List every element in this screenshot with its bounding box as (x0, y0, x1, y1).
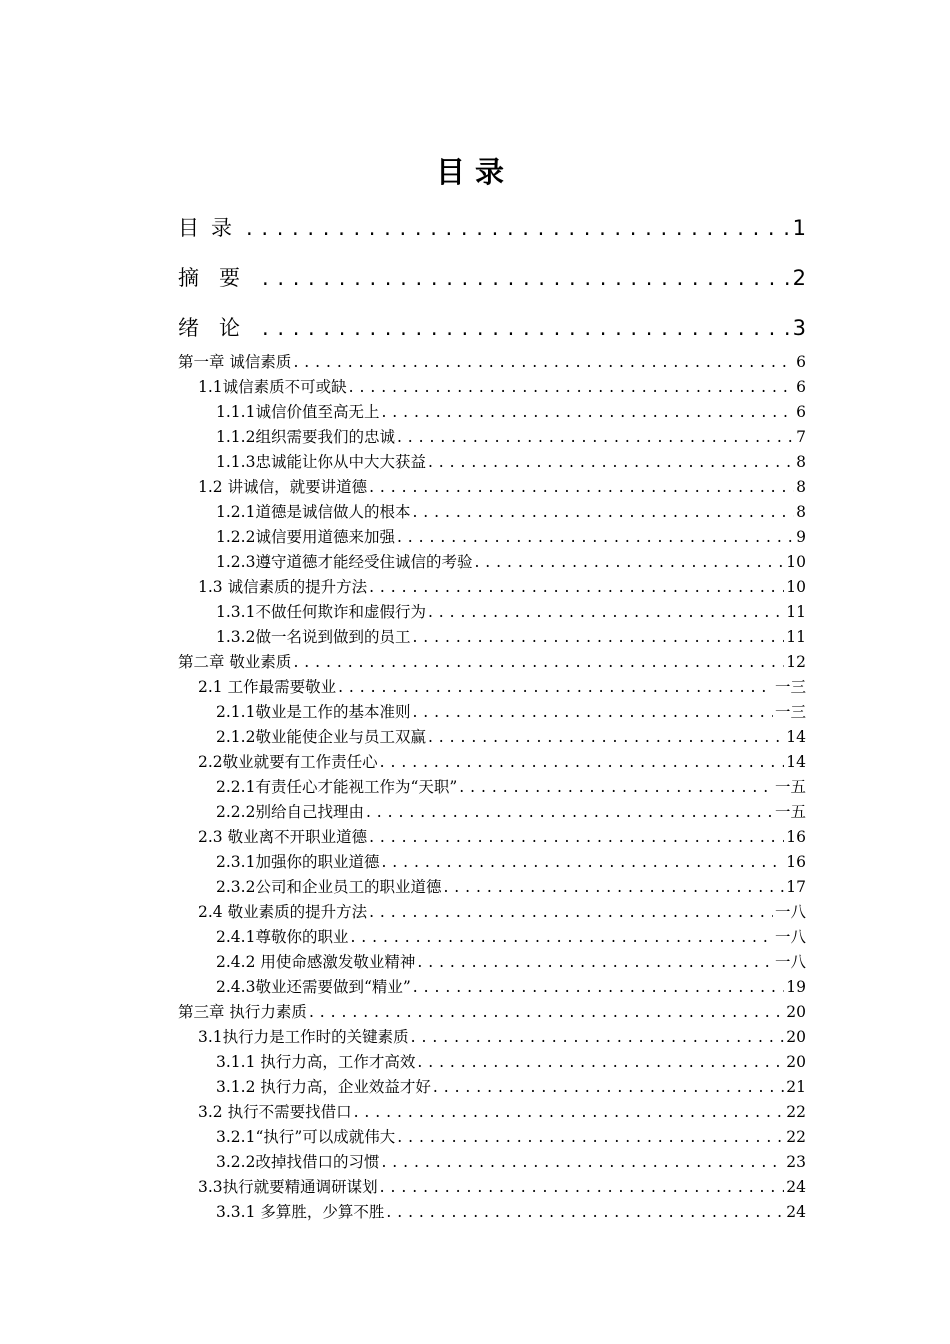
toc-entry-page: 20 (786, 1053, 806, 1071)
toc-entry[interactable] (198, 675, 806, 699)
toc-entry-page: 一三 (774, 703, 806, 721)
toc-entry-label: 2.1 工作最需要敬业 (198, 678, 337, 696)
toc-leader (293, 653, 784, 671)
toc-entry[interactable] (198, 575, 806, 599)
toc-entry-label: 3.2 执行不需要找借口 (198, 1103, 352, 1121)
toc-leader (380, 753, 785, 771)
toc-entry[interactable] (216, 500, 806, 524)
toc-leader (246, 216, 791, 240)
toc-entry[interactable] (198, 1100, 806, 1124)
toc-leader (474, 553, 784, 571)
toc-entry[interactable] (216, 950, 806, 974)
toc-entry-label: 3.2.1“执行”可以成就伟大 (216, 1128, 396, 1146)
toc-entry-label: 1.2.1道德是诚信做人的根本 (216, 503, 411, 521)
toc-entry[interactable] (216, 425, 806, 449)
toc-entry[interactable] (216, 875, 806, 899)
toc-entry-page: 一五 (774, 803, 806, 821)
toc-entry-label: 1.1.1诚信价值至高无上 (216, 403, 380, 421)
toc-entry-page: 一三 (774, 678, 806, 696)
toc-entry-label: 2.3.2公司和企业员工的职业道德 (216, 878, 442, 896)
toc-entry-label: 1.2.2诚信要用道德来加强 (216, 528, 395, 546)
toc-entry-label: 第三章 执行力素质 (178, 1003, 307, 1021)
toc-entry-page: 一八 (774, 903, 806, 921)
toc-entry-page: 20 (786, 1003, 806, 1021)
toc-entry-label: 2.2敬业就要有工作责任心 (198, 753, 378, 771)
toc-entry-page: 24 (786, 1178, 806, 1196)
toc-entry-label: 2.1.1敬业是工作的基本准则 (216, 703, 411, 721)
toc-entry[interactable] (216, 1075, 806, 1099)
toc-entry-page: 17 (786, 878, 806, 896)
toc-leader (397, 528, 794, 546)
toc-entry-label: 2.2.2别给自己找理由 (216, 803, 364, 821)
toc-entry-page: 23 (786, 1153, 806, 1171)
toc-entry-label: 2.3.1加强你的职业道德 (216, 853, 380, 871)
toc-entry-page: 16 (786, 853, 806, 871)
toc-entry[interactable] (198, 1025, 806, 1049)
toc-entry-label: 3.3.1 多算胜，少算不胜 (216, 1203, 385, 1221)
toc-entry-page: 8 (796, 503, 806, 521)
toc-leader (349, 378, 794, 396)
toc-entry-label: 3.2.2改掉找借口的习惯 (216, 1153, 380, 1171)
toc-entry[interactable] (198, 475, 806, 499)
toc-leader (309, 1003, 784, 1021)
toc-entry-page: 6 (796, 378, 806, 396)
toc-entry-label: 2.4.2 用使命感激发敬业精神 (216, 953, 416, 971)
toc-entry-page: 10 (786, 553, 806, 571)
toc-leader (412, 703, 773, 721)
toc-entry[interactable] (216, 800, 806, 824)
toc-entry-label: 2.4 敬业素质的提升方法 (198, 903, 368, 921)
toc-leader (397, 428, 794, 446)
toc-entry-page: 2 (792, 266, 806, 290)
toc-leader (381, 403, 794, 421)
toc-entry[interactable] (216, 1125, 806, 1149)
toc-entry[interactable] (216, 775, 806, 799)
toc-entry-page: 8 (796, 478, 806, 496)
toc-entry[interactable] (216, 1050, 806, 1074)
toc-entry[interactable] (178, 350, 806, 374)
toc-entry-label: 3.1执行力是工作时的关键素质 (198, 1028, 409, 1046)
toc-entry-page: 一五 (774, 778, 806, 796)
toc-entry[interactable] (216, 700, 806, 724)
toc-entry-label: 1.2.3遵守道德才能经受住诚信的考验 (216, 553, 473, 571)
toc-leader (262, 316, 791, 340)
toc-entry-page: 6 (796, 403, 806, 421)
toc-leader (417, 1053, 784, 1071)
toc-entry[interactable] (216, 550, 806, 574)
toc-entry[interactable] (216, 975, 806, 999)
toc-entry-page: 9 (796, 528, 806, 546)
toc-entry[interactable] (216, 600, 806, 624)
toc-entry[interactable] (216, 525, 806, 549)
toc-leader (397, 1128, 784, 1146)
toc-leader (412, 628, 784, 646)
toc-entry-label: 2.4.3敬业还需要做到“精业” (216, 978, 411, 996)
toc-entry-page: 11 (786, 603, 806, 621)
toc-leader (366, 803, 773, 821)
toc-entry[interactable] (216, 925, 806, 949)
toc-entry-label: 2.3 敬业离不开职业道德 (198, 828, 368, 846)
toc-entry-page: 7 (796, 428, 806, 446)
toc-entry-label: 3.1.1 执行力高，工作才高效 (216, 1053, 416, 1071)
toc-entry-label: 3.1.2 执行力高，企业效益才好 (216, 1078, 431, 1096)
toc-leader (386, 1203, 784, 1221)
toc-entry-page: 1 (792, 216, 806, 240)
toc-entry[interactable] (178, 312, 806, 342)
toc-entry[interactable] (216, 850, 806, 874)
toc-entry-page: 10 (786, 578, 806, 596)
toc-entry[interactable] (198, 900, 806, 924)
toc-entry-label: 2.4.1尊敬你的职业 (216, 928, 349, 946)
toc-entry[interactable] (216, 450, 806, 474)
toc-entry-page: 12 (786, 653, 806, 671)
toc-entry-page: 一八 (774, 953, 806, 971)
toc-entry[interactable] (178, 1000, 806, 1024)
page-title: 目录 (435, 155, 514, 189)
toc-leader (293, 353, 794, 371)
toc-entry[interactable] (178, 212, 806, 242)
toc-entry-label: 目录 (178, 216, 244, 240)
toc-leader (459, 778, 773, 796)
toc-leader (428, 453, 794, 471)
toc-leader (428, 603, 784, 621)
toc-entry[interactable] (198, 1175, 806, 1199)
toc-entry-label: 1.1.3忠诚能让你从中大大获益 (216, 453, 426, 471)
toc-leader (338, 678, 773, 696)
toc-leader (412, 503, 794, 521)
toc-entry[interactable] (216, 625, 806, 649)
toc-entry[interactable] (178, 262, 806, 292)
toc-leader (369, 828, 784, 846)
toc-leader (381, 1153, 784, 1171)
toc-leader (428, 728, 784, 746)
toc-entry-label: 2.2.1有责任心才能视工作为“天职” (216, 778, 458, 796)
toc-entry[interactable] (198, 825, 806, 849)
toc-entry[interactable] (198, 750, 806, 774)
toc-entry-label: 3.3执行就要精通调研谋划 (198, 1178, 378, 1196)
toc-entry[interactable] (198, 375, 806, 399)
toc-entry[interactable] (216, 1200, 806, 1224)
toc-leader (411, 1028, 785, 1046)
toc-leader (380, 1178, 785, 1196)
toc-entry-page: 11 (786, 628, 806, 646)
toc-leader (369, 578, 784, 596)
toc-leader (262, 266, 791, 290)
toc-entry-page: 6 (796, 353, 806, 371)
toc-entry-label: 绪论 (178, 316, 260, 340)
toc-leader (433, 1078, 784, 1096)
toc-entry-page: 22 (786, 1128, 806, 1146)
toc-entry-page: 一八 (774, 928, 806, 946)
toc-leader (413, 978, 784, 996)
toc-entry-page: 14 (786, 753, 806, 771)
toc-entry-label: 1.3 诚信素质的提升方法 (198, 578, 368, 596)
toc-entry-page: 14 (786, 728, 806, 746)
toc-entry-label: 1.3.1不做任何欺诈和虚假行为 (216, 603, 426, 621)
toc-leader (417, 953, 773, 971)
toc-entry-page: 24 (786, 1203, 806, 1221)
toc-entry[interactable] (178, 650, 806, 674)
toc-entry-label: 1.3.2做一名说到做到的员工 (216, 628, 411, 646)
toc-leader (369, 478, 794, 496)
toc-entry-page: 22 (786, 1103, 806, 1121)
toc-entry-page: 21 (786, 1078, 806, 1096)
toc-entry-label: 2.1.2敬业能使企业与员工双赢 (216, 728, 426, 746)
toc-leader (381, 853, 784, 871)
toc-entry-page: 8 (796, 453, 806, 471)
toc-entry-label: 1.1诚信素质不可或缺 (198, 378, 347, 396)
toc-entry-label: 第二章 敬业素质 (178, 653, 292, 671)
toc-entry-label: 1.2 讲诚信，就要讲道德 (198, 478, 368, 496)
toc-entry-page: 19 (786, 978, 806, 996)
toc-entry-page: 20 (786, 1028, 806, 1046)
toc-leader (350, 928, 773, 946)
toc-leader (443, 878, 784, 896)
toc-leader (354, 1103, 785, 1121)
toc-entry-label: 第一章 诚信素质 (178, 353, 292, 371)
toc-entry[interactable] (216, 400, 806, 424)
toc-entry-page: 3 (792, 316, 806, 340)
toc-entry-label: 摘要 (178, 266, 260, 290)
toc-entry-page: 16 (786, 828, 806, 846)
toc-entry[interactable] (216, 725, 806, 749)
toc-entry-label: 1.1.2组织需要我们的忠诚 (216, 428, 395, 446)
toc-leader (369, 903, 773, 921)
toc-entry[interactable] (216, 1150, 806, 1174)
